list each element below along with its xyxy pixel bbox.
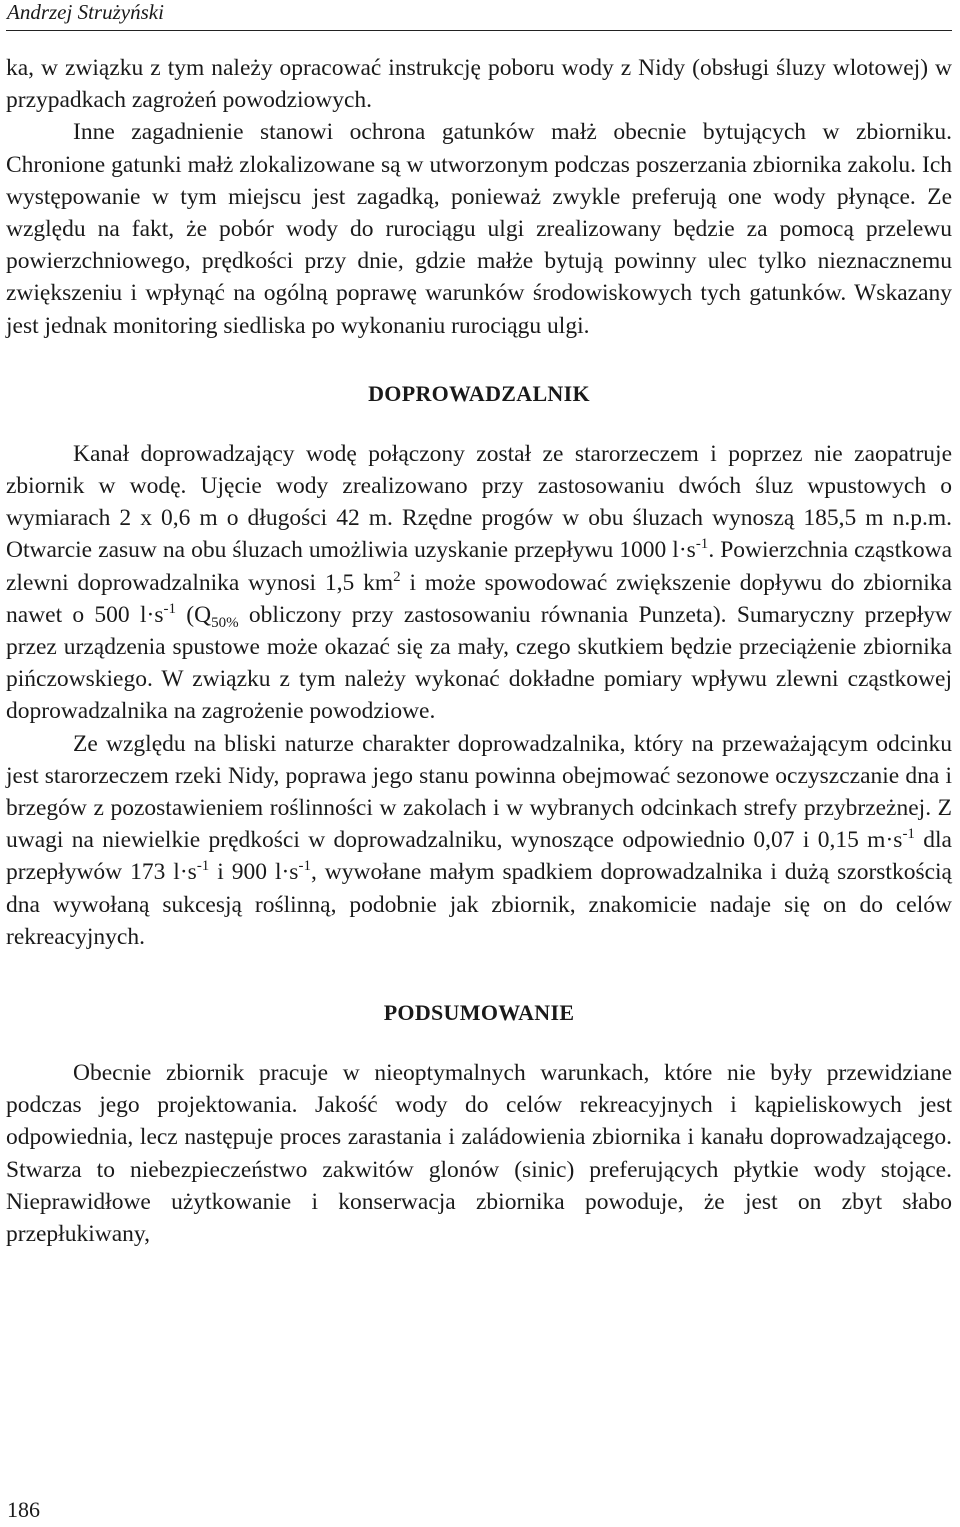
text-run: i 900 l·s bbox=[209, 859, 299, 886]
header-rule bbox=[6, 30, 952, 31]
text-run: obliczony przy zastosowaniu równania Punzeta). Sumaryczny przepływ przez urządzenia spustowe może okazać się za mały, czego skutkiem będzie przeciążenie zbiornika pińczowskiego. W związku z tym należy wykonać dokładne pomiary wpływu zlewni cząstkowej doprowadzalnika na zagrożenie powodziowe. bbox=[6, 601, 953, 725]
page-number: 186 bbox=[7, 1497, 40, 1522]
running-head-author: Andrzej Strużyński bbox=[7, 0, 164, 24]
superscript: -1 bbox=[298, 858, 311, 875]
text-run: Kanał doprowadzający wodę połączony został ze starorzeczem i poprzez nie zaopatruje zbiornik w wodę. Ujęcie wody zrealizowano przy zastosowaniu dwóch śluz wpustowych o wymiarach 2 x 0,6 m o długości 42 m. Rzędne progów w obu śluzach wynoszą 185,5 m n.p.m. Otwarcie zasuw na obu śluzach umożliwia uzyskanie przepływu 1000 l·s bbox=[6, 440, 952, 564]
superscript: -1 bbox=[196, 858, 210, 875]
page-body bbox=[6, 52, 952, 1250]
text-run: i może spowodować zwiększenie dopływu do zbiornika nawet o 500 l·s bbox=[6, 569, 952, 628]
section-heading-podsumowanie: PODSUMOWANIE bbox=[383, 1000, 575, 1026]
superscript: 2 bbox=[393, 568, 401, 585]
superscript: -1 bbox=[163, 600, 176, 617]
superscript: -1 bbox=[902, 826, 915, 843]
section-heading-doprowadzalnik: DOPROWADZALNIK bbox=[368, 380, 590, 406]
text-run: Ze względu na bliski naturze charakter doprowadzalnika, który na przeważającym odcinku jest starorzeczem rzeki Nidy, poprawa jego stanu powinna obejmować sezonowe oczyszczanie dna i brzegów z pozostawieniem roślinności w zakolach i w wybranych odcinkach strefy przybrzeżnej. Z uwagi na niewielkie prędkości w doprowadzalniku, wynoszące odpowiednio 0,07 i 0,15 m·s bbox=[6, 730, 952, 854]
subscript: 50% bbox=[211, 614, 239, 631]
text-run: . Powierzchnia cząstkowa zlewni doprowadzalnika wynosi 1,5 km bbox=[6, 537, 952, 596]
text-run: dla przepływów 173 l·s bbox=[6, 827, 952, 886]
text-run: , wywołane małym spadkiem doprowadzalnika i dużą szorstkością dna wywołaną sukcesją roślinną, podobnie jak zbiornik, znakomicie nadaje się on do celów rekreacyjnych. bbox=[6, 859, 952, 950]
paragraph-continuation: ka, w związku z tym należy opracować instrukcję poboru wody z Nidy (obsługi śluzy wlotowej) w przypadkach zagrożeń powodziowych. bbox=[6, 55, 952, 114]
superscript: -1 bbox=[695, 536, 709, 553]
paragraph-mussels: Inne zagadnienie stanowi ochrona gatunków małż obecnie bytujących w zbiorniku. Chronione gatunki małż zlokalizowane są w utworzonym podczas poszerzania zbiornika zakolu. Ich występowanie w tym miejscu jest zagadką, ponieważ zwykle preferują one wody płynące. Ze względu na fakt, że pobór wody do rurociągu ulgi zrealizowany będzie za pomocą przelewu powierzchniowego, prędkości przy dnie, gdzie małże bytują powinny ulec tylko nieznacznemu zwiększeniu i wpłynąć na ogólną poprawę warunków środowiskowych tych gatunków. Wskazany jest jednak monitoring siedliska po wykonaniu rurociągu ulgi. bbox=[6, 119, 952, 339]
text-run: (Q bbox=[175, 601, 212, 628]
paragraph-channel-condition bbox=[6, 728, 952, 953]
paragraph-summary: Obecnie zbiornik pracuje w nieoptymalnych warunkach, które nie były przewidziane podczas jego projektowania. Jakość wody do celów rekreacyjnych i kąpieliskowych jest odpowiednia, lecz następuje proces zarastania i zaládowienia zbiornika i kanału doprowadzającego. Stwarza to niebezpieczeństwo zakwitów glonów (sinic) preferujących płytkie wody stojące. Nieprawidłowe użytkowanie i konserwacja zbiornika powoduje, że jest on zbyt słabo przepłukiwany, bbox=[6, 1060, 952, 1248]
paragraph-channel bbox=[6, 438, 952, 728]
